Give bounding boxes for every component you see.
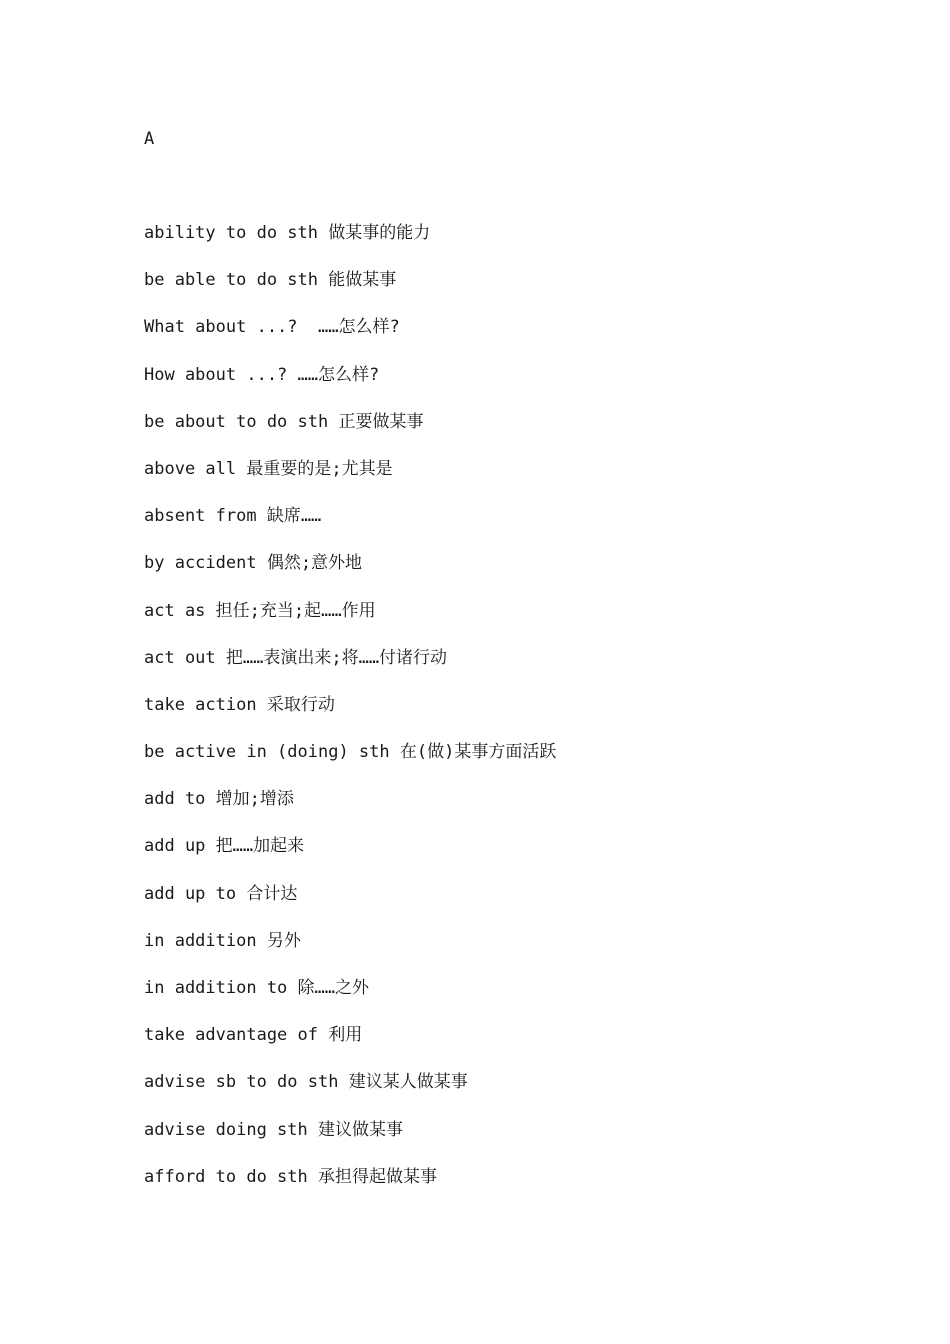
phrase-entry: add to 增加;增添 — [144, 789, 294, 810]
phrase-entry: take action 采取行动 — [144, 694, 335, 715]
phrase-entry: be about to do sth 正要做某事 — [144, 411, 424, 432]
phrase-entry: act out 把……表演出来;将……付诸行动 — [144, 647, 448, 668]
phrase-list — [144, 221, 556, 1212]
phrase-entry: be able to do sth 能做某事 — [144, 270, 397, 291]
phrase-entry: be active in (doing) sth 在(做)某事方面活跃 — [144, 742, 557, 763]
phrase-entry: ability to do sth 做某事的能力 — [144, 223, 431, 243]
phrase-entry: add up to 合计达 — [144, 883, 298, 904]
phrase-entry: afford to do sth 承担得起做某事 — [144, 1166, 437, 1187]
phrase-entry: advise doing sth 建议做某事 — [144, 1119, 403, 1140]
phrase-entry: in addition to 除……之外 — [144, 978, 369, 998]
phrase-entry: in addition 另外 — [144, 930, 301, 951]
phrase-entry: add up 把……加起来 — [144, 836, 305, 857]
phrase-entry: take advantage of 利用 — [144, 1025, 363, 1046]
phrase-entry: by accident 偶然;意外地 — [144, 553, 363, 574]
phrase-entry: absent from 缺席…… — [144, 506, 322, 527]
section-letter-heading: A — [144, 129, 155, 149]
phrase-entry: act as 担任;充当;起……作用 — [144, 600, 376, 621]
phrase-entry: How about ...? ……怎么样? — [144, 364, 380, 385]
phrase-entry: above all 最重要的是;尤其是 — [144, 458, 393, 479]
phrase-entry: What about ...? ……怎么样? — [144, 317, 400, 338]
phrase-entry: advise sb to do sth 建议某人做某事 — [144, 1072, 468, 1093]
